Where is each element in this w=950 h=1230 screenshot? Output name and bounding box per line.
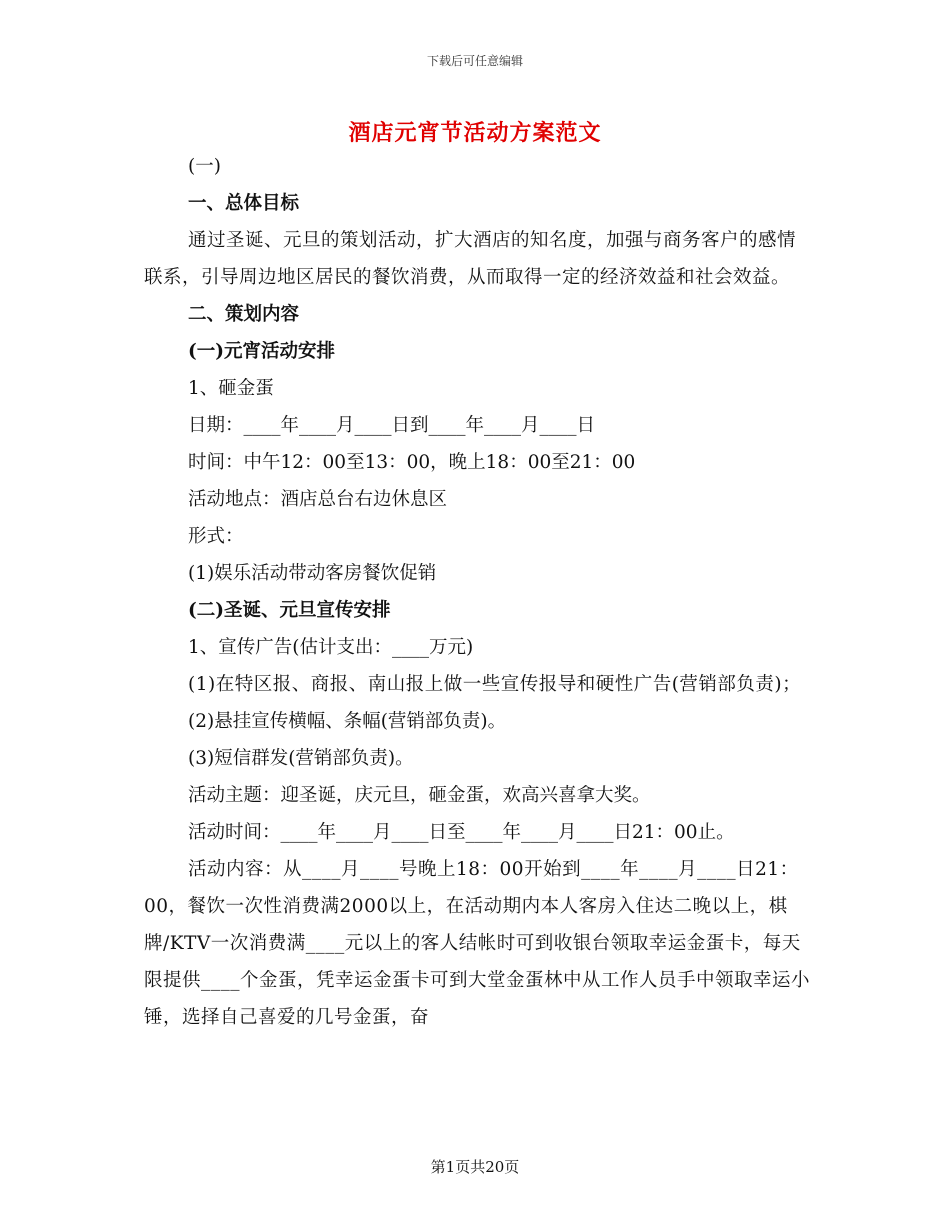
line-activity-theme: 活动主题：迎圣诞，庆元旦，砸金蛋，欢高兴喜拿大奖。 <box>188 785 651 806</box>
line-format: 形式： <box>188 526 244 547</box>
item-golden-egg: 1、砸金蛋 <box>188 378 274 399</box>
document-title: 酒店元宵节活动方案范文 <box>348 120 602 146</box>
line-date: 日期：____年____月____日到____年____月____日 <box>188 415 596 436</box>
section-marker: (一) <box>188 156 221 177</box>
page-footer: 第1页共20页 <box>430 1158 520 1176</box>
line-format-item-1: (1)娱乐活动带动客房餐饮促销 <box>188 563 437 584</box>
line-location: 活动地点：酒店总台右边休息区 <box>188 489 448 510</box>
paragraph-activity-content: 活动内容：从____月____号晚上18：00开始到____年____月____日21：00，餐饮一次性消费满2000以上，在活动期内本人客房入住达二晚以上，棋牌/KTV一次消费满____元以上的客人结帐时可到收银台领取幸运金蛋卡，每天限提供____个金蛋，凭幸运金蛋卡可到大堂金蛋林中从工作人员手中领取幸运小锤，选择自己喜爱的几号金蛋，奋 <box>144 859 811 1028</box>
line-activity-time: 活动时间：____年____月____日至____年____月____日21：00止。 <box>188 822 735 843</box>
heading-overall-goal: 一、总体目标 <box>188 193 300 214</box>
ad-item-3: (3)短信群发(营销部负责)。 <box>188 748 414 769</box>
ad-item-2: (2)悬挂宣传横幅、条幅(营销部负责)。 <box>188 711 507 732</box>
paragraph-goal: 通过圣诞、元旦的策划活动，扩大酒店的知名度，加强与商务客户的感情联系，引导周边地区居民的餐饮消费，从而取得一定的经济效益和社会效益。 <box>144 230 797 288</box>
ad-item-1: (1)在特区报、商报、南山报上做一些宣传报导和硬性广告(营销部负责)； <box>188 674 802 695</box>
subheading-promotion: (二)圣诞、元旦宣传安排 <box>188 600 391 621</box>
heading-plan-content: 二、策划内容 <box>188 304 300 325</box>
document-body <box>144 148 814 1036</box>
line-time: 时间：中午12：00至13：00，晚上18：00至21：00 <box>188 452 636 473</box>
item-advertising: 1、宣传广告(估计支出：____万元) <box>188 637 474 658</box>
subheading-lantern-activity: (一)元宵活动安排 <box>188 341 336 362</box>
page-header: 下载后可任意编辑 <box>426 54 523 68</box>
